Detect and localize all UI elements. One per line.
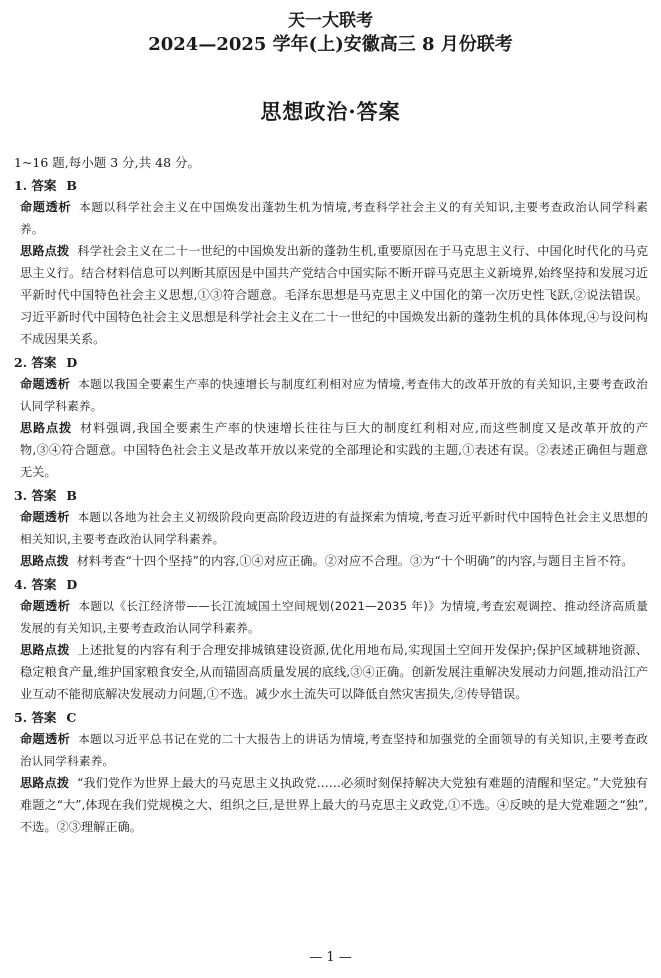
analysis-paragraph: [20, 595, 648, 639]
analysis-paragraph: [20, 196, 648, 240]
answer-letter: D: [66, 355, 78, 370]
hint-text: 材料考查“十四个坚持”的内容,①④对应正确。②对应不合理。③为“十个明确”的内容,与题目主旨不符。: [76, 554, 634, 568]
hint-label: 思路点拨: [20, 421, 73, 435]
answer-letter: D: [66, 577, 78, 592]
hint-label: 思路点拨: [20, 776, 70, 790]
answer-letter: C: [66, 710, 77, 725]
analysis-text: 本题以科学社会主义在中国焕发出蓬勃生机为情境,考查科学社会主义的有关知识,主要考查政治认同学科素养。: [20, 200, 648, 236]
subject-title: 思想政治·答案: [260, 99, 401, 124]
analysis-text: 本题以各地为社会主义初级阶段向更高阶段迈进的有益探索为情境,考查习近平新时代中国特色社会主义思想的相关知识,主要考查政治认同学科素养。: [20, 510, 648, 546]
hint-paragraph: [20, 772, 648, 838]
question-number: 5. 答案: [14, 710, 57, 725]
analysis-paragraph: [20, 373, 648, 417]
answer-letter: B: [66, 178, 77, 193]
hint-paragraph: [20, 240, 648, 350]
question-5: [14, 708, 648, 838]
analysis-text: 本题以《长江经济带——长江流域国土空间规划(2021—2035 年)》为情境,考查宏观调控、推动经济高质量发展的有关知识,主要考查政治认同学科素养。: [20, 599, 648, 635]
question-number: 4. 答案: [14, 577, 57, 592]
hint-text: 科学社会主义在二十一世纪的中国焕发出新的蓬勃生机,重要原因在于马克思主义行、中国化时代化的马克思主义行。结合材料信息可以判断其原因是中国共产党结合中国实际不断开辟马克思主义新境界,始终坚持和发展习近平新时代中国特色社会主义思想,①③符合题意。毛泽东思想是马克思主义中国化的第一次历史性飞跃,②说法错误。习近平新时代中国特色社会主义思想是科学社会主义在二十一世纪的中国焕发出新的蓬勃生机的具体体现,④与设问构不成因果关系。: [20, 244, 649, 346]
hint-label: 思路点拨: [20, 554, 69, 568]
hint-text: 材料强调,我国全要素生产率的快速增长往往与巨大的制度红利相对应,而这些制度又是改革开放的产物,③④符合题意。中国特色社会主义是改革开放以来党的全部理论和实践的主题,①表述有误。②表述正确但与题意无关。: [20, 421, 649, 479]
question-header: [14, 708, 648, 728]
analysis-label: 命题透析: [20, 599, 71, 613]
analysis-text: 本题以我国全要素生产率的快速增长与制度红利相对应为情境,考查伟大的改革开放的有关知识,主要考查政治认同学科素养。: [20, 377, 648, 413]
analysis-label: 命题透析: [20, 200, 72, 214]
question-number: 1. 答案: [14, 178, 57, 193]
analysis-label: 命题透析: [20, 510, 70, 524]
hint-text: 上述批复的内容有利于合理安排城镇建设资源,优化用地布局,实现国土空间开发保护;保护区域耕地资源、稳定粮食产量,维护国家粮食安全,从而锚固高质量发展的底线,③④正确。创新发展注重解决发展动力问题,推动沿江产业互动不能彻底解决发展动力问题,①不选。减少水土流失可以降低自然灾害损失,②传导错误。: [20, 643, 648, 701]
question-2: [14, 353, 648, 483]
question-number: 2. 答案: [14, 355, 57, 370]
question-header: [14, 176, 648, 196]
question-1: [14, 176, 648, 350]
answer-letter: B: [66, 488, 77, 503]
question-header: [14, 486, 648, 506]
hint-label: 思路点拨: [20, 244, 70, 258]
exam-title: 2024—2025 学年(上)安徽高三 8 月份联考: [148, 34, 513, 55]
hint-paragraph: [20, 417, 648, 483]
hint-label: 思路点拨: [20, 643, 70, 657]
hint-paragraph: [20, 550, 648, 572]
exam-organizer-title: 天一大联考: [288, 11, 373, 31]
question-header: [14, 353, 648, 373]
answer-content: [14, 153, 648, 841]
question-number: 3. 答案: [14, 488, 57, 503]
question-4: [14, 575, 648, 705]
page-number: — 1 —: [309, 950, 352, 965]
analysis-label: 命题透析: [20, 377, 71, 391]
question-3: [14, 486, 648, 572]
question-header: [14, 575, 648, 595]
analysis-text: 本题以习近平总书记在党的二十大报告上的讲话为情境,考查坚持和加强党的全面领导的有关知识,主要考查政治认同学科素养。: [20, 732, 648, 768]
hint-text: “我们党作为世界上最大的马克思主义执政党……必须时刻保持解决大党独有难题的清醒和坚定。”大党独有难题之“大”,体现在我们党规模之大、组织之巨,是世界上最大的马克思主义政党,①不选。④反映的是大党难题之“独”,不选。②③理解正确。: [20, 776, 648, 834]
analysis-label: 命题透析: [20, 732, 71, 746]
analysis-paragraph: [20, 506, 648, 550]
section-intro: 1~16 题,每小题 3 分,共 48 分。: [14, 155, 201, 170]
hint-paragraph: [20, 639, 648, 705]
analysis-paragraph: [20, 728, 648, 772]
